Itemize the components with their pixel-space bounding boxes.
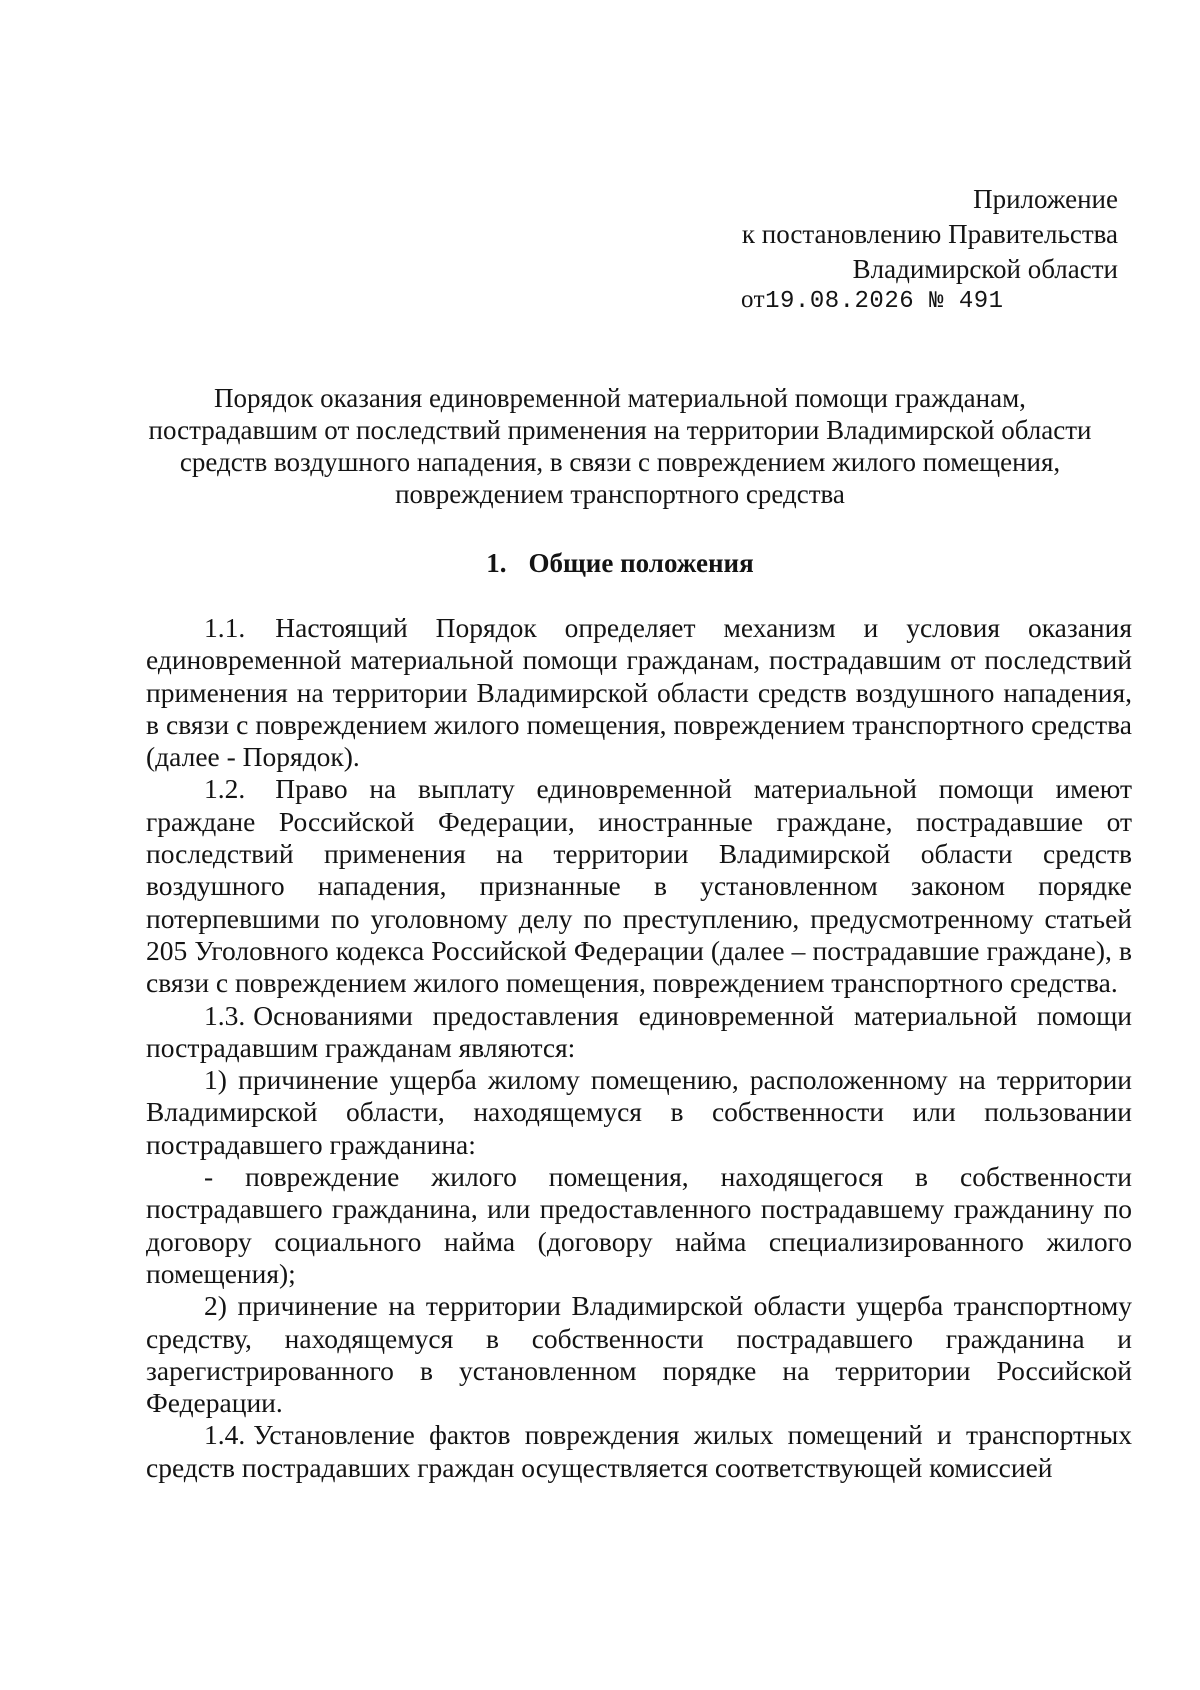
paragraph-text: Настоящий Порядок определяет механизм и условия оказания единовременной материальной помощи гражданам, пострадавшим от последствий применения на территории Владимирской области средств воздушного нападения, в связи с повреждением жилого помещения, повреждением транспортного средства (далее - Порядок).: [146, 612, 1132, 773]
title-line-3: средств воздушного нападения, в связи с повреждением жилого помещения,: [179, 447, 1061, 477]
appendix-header: [518, 182, 1118, 287]
paragraph-label: 1.2.: [204, 773, 246, 805]
paragraph-text: Основаниями предоставления единовременной материальной помощи пострадавшим гражданам являются:: [146, 999, 1132, 1063]
list-item-1: 1) причинение ущерба жилому помещению, расположенному на территории Владимирской области, находящемуся в собственности или пользовании пострадавшего гражданина:: [146, 1064, 1132, 1160]
title-line-4: повреждением транспортного средства: [395, 479, 845, 509]
appendix-resolution-line: к постановлению Правительства: [741, 219, 1118, 249]
paragraph-1-2: [146, 773, 1132, 999]
paragraph-label: 1.4.: [204, 1419, 246, 1451]
paragraph-1-4: [146, 1419, 1132, 1484]
paragraph-label: 1.3.: [204, 999, 246, 1031]
appendix-label: Приложение: [973, 184, 1118, 214]
date-prefix: от: [741, 286, 766, 313]
resolution-date-number: [741, 286, 1004, 315]
paragraph-label: 1.1.: [204, 612, 246, 643]
paragraph-1-1: [146, 612, 1132, 773]
title-line-1: Порядок оказания единовременной материальной помощи гражданам,: [214, 383, 1026, 413]
paragraph-text: Право на выплату единовременной материальной помощи имеют граждане Российской Федерации, иностранные граждане, пострадавшие от последствий применения на территории Владимирской области средств воздушного нападения, признанные в установленном законом порядке потерпевшими по уголовному делу по преступлению, предусмотренному статьей 205 Уголовного кодекса Российской Федерации (далее – пострадавшие граждане), в связи с повреждением жилого помещения, повреждением транспортного средства.: [146, 773, 1132, 999]
appendix-region-line: Владимирской области: [852, 254, 1118, 284]
section-number: 1.: [486, 548, 507, 578]
paragraph-text: Установление фактов повреждения жилых помещений и транспортных средств пострадавших граждан осуществляется соответствующей комиссией: [146, 1419, 1132, 1483]
paragraph-1-3: [146, 1000, 1132, 1065]
list-item-2: 2) причинение на территории Владимирской области ущерба транспортному средству, находящемуся в собственности пострадавшего гражданина и зарегистрированного в установленном порядке на территории Российской Федерации.: [146, 1290, 1132, 1419]
section-1-heading: [120, 548, 1120, 579]
section-title: Общие положения: [528, 548, 754, 578]
document-body: [146, 612, 1132, 1484]
list-item-1-dash: - повреждение жилого помещения, находящегося в собственности пострадавшего гражданина, или предоставленного пострадавшему гражданину по договору социального найма (договору найма специализированного жилого помещения);: [146, 1161, 1132, 1289]
document-title: [120, 382, 1120, 510]
date-and-number: 19.08.2026 № 491: [765, 288, 1004, 315]
title-line-2: пострадавшим от последствий применения на территории Владимирской области: [148, 415, 1092, 445]
